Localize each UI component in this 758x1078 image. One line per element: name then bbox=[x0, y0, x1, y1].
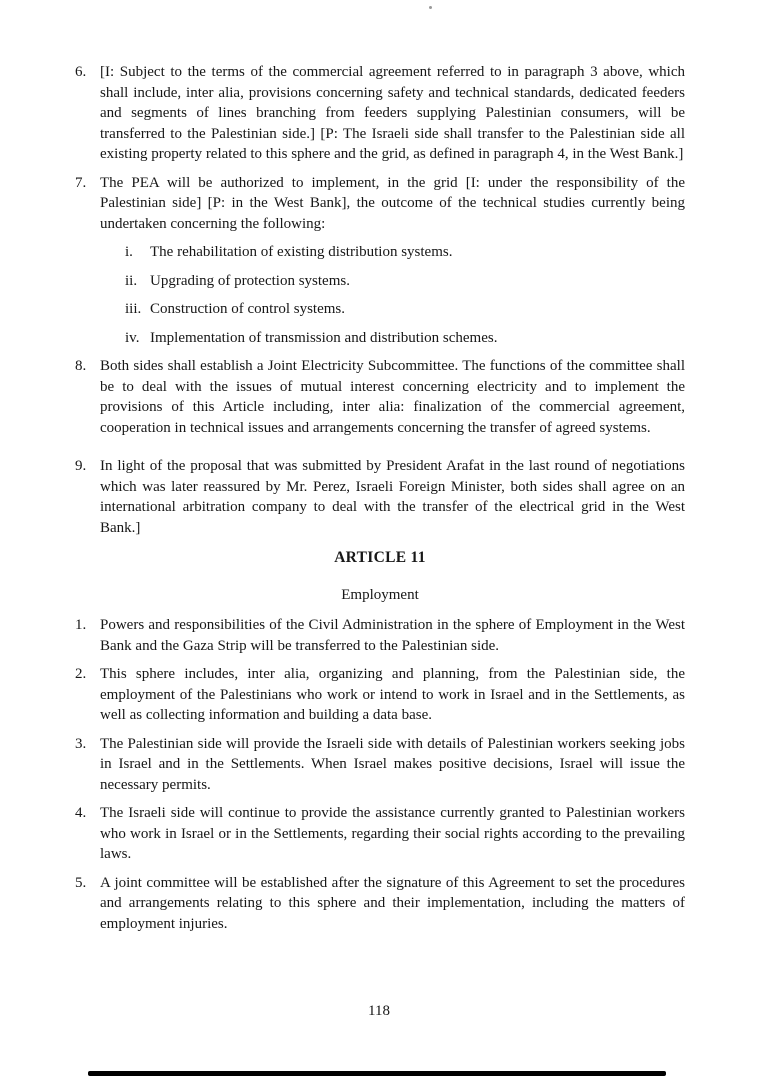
clause-number: 6. bbox=[75, 64, 87, 80]
clause-number: 4. bbox=[75, 805, 87, 821]
article-heading: ARTICLE 11 bbox=[334, 549, 426, 566]
subclause-number: i. bbox=[125, 244, 133, 260]
subclause-iii bbox=[125, 299, 685, 320]
clause-text: [I: Subject to the terms of the commercial agreement referred to in paragraph 3 above, which shall include, inter alia, provisions concerning safety and technical standards, dedicated feeders and segments of lines branching from feeders supplying Palestinian consumers, will be transferred to the Palestinian side.] [P: The Israeli side shall transfer to the Palestinian side all existing property related to this sphere and the grid, as defined in paragraph 4, in the West Bank.] bbox=[100, 64, 685, 162]
article-subheading: Employment bbox=[341, 586, 419, 603]
clause-8 bbox=[75, 356, 685, 438]
clause-9 bbox=[75, 456, 685, 538]
subclause-number: iii. bbox=[125, 301, 142, 317]
clause-number: 7. bbox=[75, 174, 87, 191]
clause-number: 9. bbox=[75, 458, 87, 474]
clause-number: 8. bbox=[75, 358, 87, 374]
clause-5 bbox=[75, 873, 685, 935]
page-number: 118 bbox=[368, 1003, 390, 1019]
clause-text: Powers and responsibilities of the Civil Administration in the sphere of Employment in the West Bank and the Gaza Strip will be transferred to the Palestinian side. bbox=[100, 617, 685, 654]
scan-edge-artifact bbox=[88, 1071, 666, 1076]
scan-artifact-dot bbox=[429, 6, 432, 9]
clause-6 bbox=[75, 62, 685, 165]
subclause-ii bbox=[125, 271, 685, 292]
subclause-number: iv. bbox=[125, 329, 140, 346]
clause-text: Both sides shall establish a Joint Electricity Subcommittee. The functions of the committee shall be to deal with the issues of mutual interest concerning electricity and to implement the provisions of this Article including, inter alia: finalization of the commercial agreement, cooperation in technical issues and arrangements concerning the transfer of agreed systems. bbox=[100, 358, 685, 436]
subclause-iv bbox=[125, 328, 685, 349]
clause-text: This sphere includes, inter alia, organizing and planning, from the Palestinian side, the employment of the Palestinians who work or intend to work in Israel and in the Settlements, as well as collecting information and building a data base. bbox=[100, 666, 685, 723]
clause-number: 5. bbox=[75, 874, 87, 891]
clause-7 bbox=[75, 173, 685, 235]
clause-text: The Palestinian side will provide the Israeli side with details of Palestinian workers seeking jobs in Israel and in the Settlements. When Israel makes positive decisions, Israel will issue the necessary permits. bbox=[100, 735, 685, 793]
subclause-number: ii. bbox=[125, 272, 138, 289]
technical-studies-list bbox=[125, 242, 685, 348]
clause-1 bbox=[75, 615, 685, 656]
clause-text: A joint committee will be established after the signature of this Agreement to set the procedures and arrangements relating to this sphere and their implementation, including the matters of employment injuries. bbox=[100, 874, 685, 932]
subclause-text: Construction of control systems. bbox=[150, 301, 345, 317]
clause-text: In light of the proposal that was submitted by President Arafat in the last round of negotiations which was later reassured by Mr. Perez, Israeli Foreign Minister, both sides shall agree on an international arbitration company to deal with the transfer of the electrical grid in the West Bank.] bbox=[100, 458, 685, 536]
clause-number: 2. bbox=[75, 666, 87, 682]
subclause-text: Implementation of transmission and distribution schemes. bbox=[150, 329, 498, 346]
clause-2 bbox=[75, 664, 685, 726]
clause-text: The Israeli side will continue to provide the assistance currently granted to Palestinian workers who work in Israel or in the Settlements, regarding their social rights according to the prevailing laws. bbox=[100, 805, 685, 862]
subclause-i bbox=[125, 242, 685, 263]
subclause-text: The rehabilitation of existing distribution systems. bbox=[150, 244, 453, 260]
clause-number: 3. bbox=[75, 735, 87, 752]
clause-3 bbox=[75, 734, 685, 796]
clause-number: 1. bbox=[75, 617, 87, 633]
clause-4 bbox=[75, 803, 685, 865]
subclause-text: Upgrading of protection systems. bbox=[150, 272, 350, 289]
clause-text: The PEA will be authorized to implement, in the grid [I: under the responsibility of the Palestinian side] [P: in the West Bank], the outcome of the technical studies currently being undertaken concerning the following: bbox=[100, 174, 685, 232]
